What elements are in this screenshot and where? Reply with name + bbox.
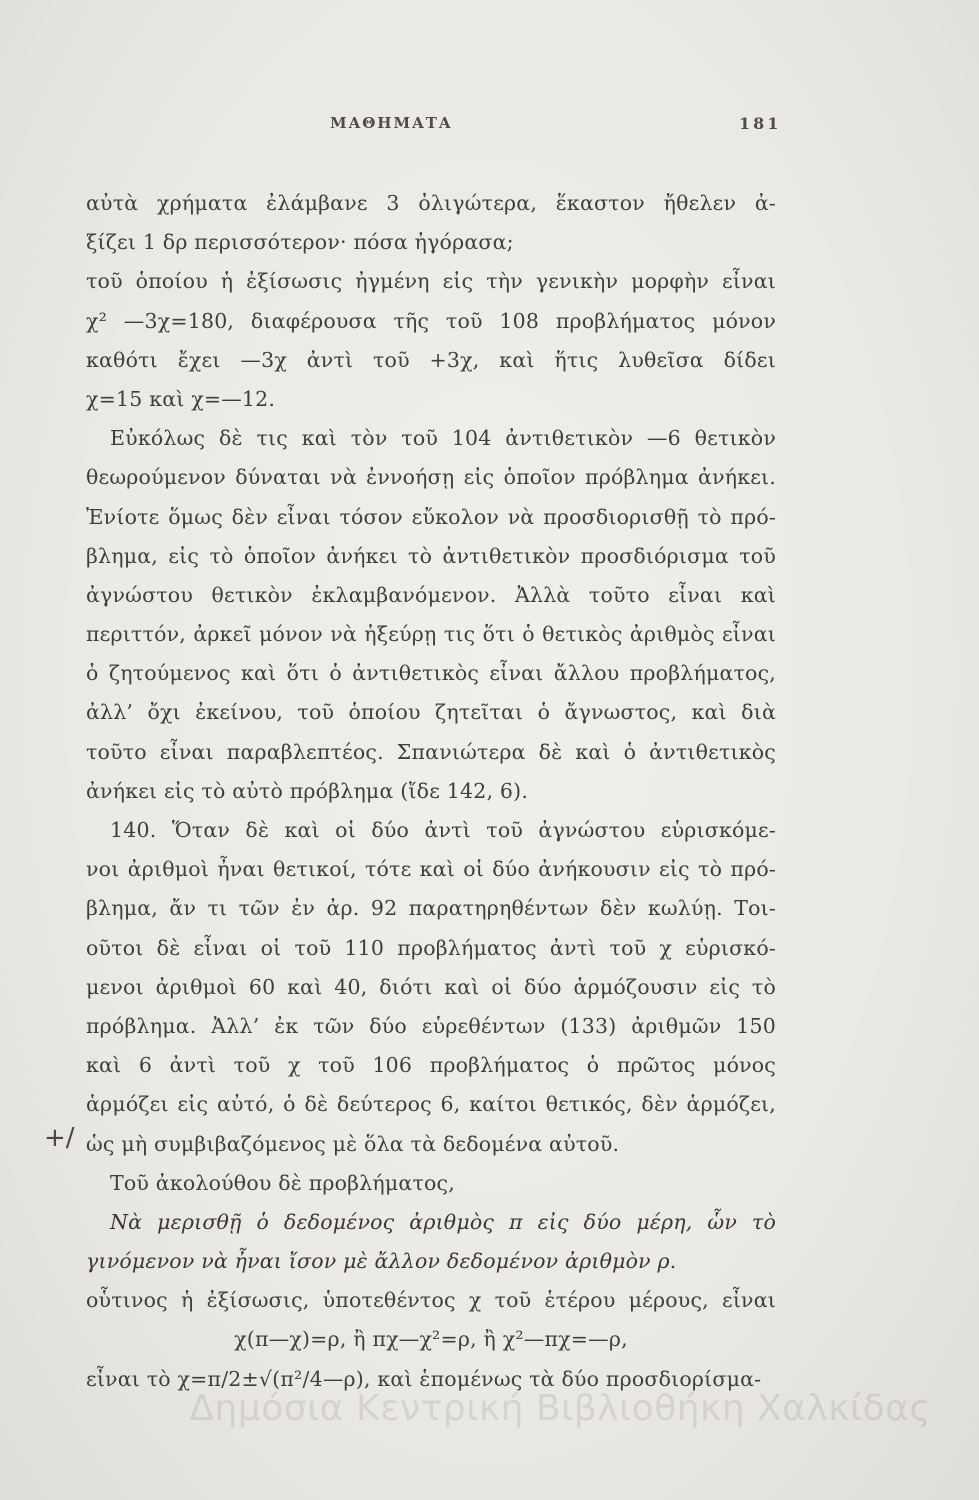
text-line: ἀλλ’ ὄχι ἐκείνου, τοῦ ὁποίου ζητεῖται ὁ ἄγνωστος, καὶ διὰ: [86, 700, 776, 725]
text-line: ἀνήκει εἰς τὸ αὐτὸ πρόβλημα (ἴδε 142, 6).: [86, 778, 529, 803]
text-line: εἶναι τὸ χ=π/2±√(π²/4—ρ), καὶ ἑπομένως τὰ δύο προσδιορίσμα-: [86, 1366, 762, 1391]
handwritten-margin-mark: +/: [44, 1123, 75, 1153]
text-line: θεωρούμενον δύναται νὰ ἐννοήσῃ εἰς ὁποῖον πρόβλημα ἀνήκει.: [86, 465, 776, 490]
text-line: Τοῦ ἀκολούθου δὲ προβλήματος,: [110, 1170, 455, 1195]
running-title: ΜΑΘΗΜΑΤΑ: [330, 114, 453, 132]
page-number: 181: [739, 114, 782, 133]
text-line: ξίζει 1 δρ περισσότερον· πόσα ἠγόρασα;: [86, 230, 514, 255]
text-line: τοῦτο εἶναι παραβλεπτέος. Σπανιώτερα δὲ καὶ ὁ ἀντιθετικὸς: [86, 739, 776, 764]
text-line: βλημα, εἰς τὸ ὁποῖον ἀνήκει τὸ ἀντιθετικὸν προσδιόρισμα τοῦ: [86, 543, 776, 568]
text-line: χ(π—χ)=ρ, ἢ πχ—χ²=ρ, ἢ χ²—πχ=—ρ,: [234, 1327, 628, 1352]
text-line: γινόμενον νὰ ἦναι ἴσον μὲ ἄλλον δεδομένον ἀριθμὸν ρ.: [86, 1249, 677, 1274]
text-line: ἁρμόζει εἰς αὐτό, ὁ δὲ δεύτερος 6, καίτοι θετικός, δὲν ἁρμόζει,: [86, 1092, 776, 1117]
text-line: βλημα, ἄν τι τῶν ἐν ἀρ. 92 παρατηρηθέντων δὲν κωλύῃ. Τοι-: [86, 896, 776, 921]
text-line: μενοι ἀριθμοὶ 60 καὶ 40, διότι καὶ οἱ δύο ἁρμόζουσιν εἰς τὸ: [86, 974, 776, 999]
text-line: χ² —3χ=180, διαφέρουσα τῆς τοῦ 108 προβλήματος μόνον: [86, 308, 776, 333]
text-line: Εὐκόλως δὲ τις καὶ τὸν τοῦ 104 ἀντιθετικὸν —6 θετικὸν: [110, 426, 776, 451]
text-line: Νὰ μερισθῇ ὁ δεδομένος ἀριθμὸς π εἰς δύο μέρη, ὧν τὸ: [110, 1209, 776, 1234]
text-line: ὡς μὴ συμβιβαζόμενος μὲ ὅλα τὰ δεδομένα αὐτοῦ.: [86, 1131, 620, 1156]
text-line: πρόβλημα. Ἀλλ’ ἐκ τῶν δύο εὑρεθέντων (133) ἀριθμῶν 150: [86, 1013, 776, 1038]
library-watermark: Δημόσια Κεντρική Βιβλιοθήκη Χαλκίδας: [189, 1388, 931, 1429]
text-line: οῦτοι δὲ εἶναι οἱ τοῦ 110 προβλήματος ἀντὶ τοῦ χ εὑρισκό-: [86, 935, 776, 960]
text-line: καθότι ἔχει —3χ ἀντὶ τοῦ +3χ, καὶ ἥτις λυθεῖσα δίδει: [86, 347, 776, 372]
text-line: χ=15 καὶ χ=—12.: [86, 386, 276, 411]
text-line: 140. Ὅταν δὲ καὶ οἱ δύο ἀντὶ τοῦ ἀγνώστου εὑρισκόμε-: [110, 818, 776, 842]
text-line: Ἐνίοτε ὅμως δὲν εἶναι τόσον εὔκολον νὰ προσδιορισθῇ τὸ πρό-: [86, 504, 776, 529]
text-line: τοῦ ὁποίου ἡ ἐξίσωσις ἠγμένη εἰς τὴν γενικὴν μορφὴν εἶναι: [86, 269, 776, 294]
text-line: νοι ἀριθμοὶ ἦναι θετικοί, τότε καὶ οἱ δύο ἀνήκουσιν εἰς τὸ πρό-: [86, 857, 776, 882]
text-line: αὐτὰ χρήματα ἐλάμβανε 3 ὀλιγώτερα, ἕκαστον ἤθελεν ἀ-: [86, 191, 776, 215]
text-line: ἀγνώστου θετικὸν ἐκλαμβανόμενον. Ἀλλὰ τοῦτο εἶναι καὶ: [86, 582, 776, 607]
text-line: καὶ 6 ἀντὶ τοῦ χ τοῦ 106 προβλήματος ὁ πρῶτος μόνος: [86, 1053, 776, 1078]
page-header: [0, 114, 979, 144]
text-line: περιττόν, ἀρκεῖ μόνον νὰ ἠξεύρῃ τις ὅτι ὁ θετικὸς ἀριθμὸς εἶναι: [86, 622, 776, 647]
body-text: [86, 184, 776, 1399]
text-line: ὁ ζητούμενος καὶ ὅτι ὁ ἀντιθετικὸς εἶναι ἄλλου προβλήματος,: [86, 661, 776, 686]
text-line: οὗτινος ἡ ἐξίσωσις, ὑποτεθέντος χ τοῦ ἑτέρου μέρους, εἶναι: [86, 1288, 776, 1313]
